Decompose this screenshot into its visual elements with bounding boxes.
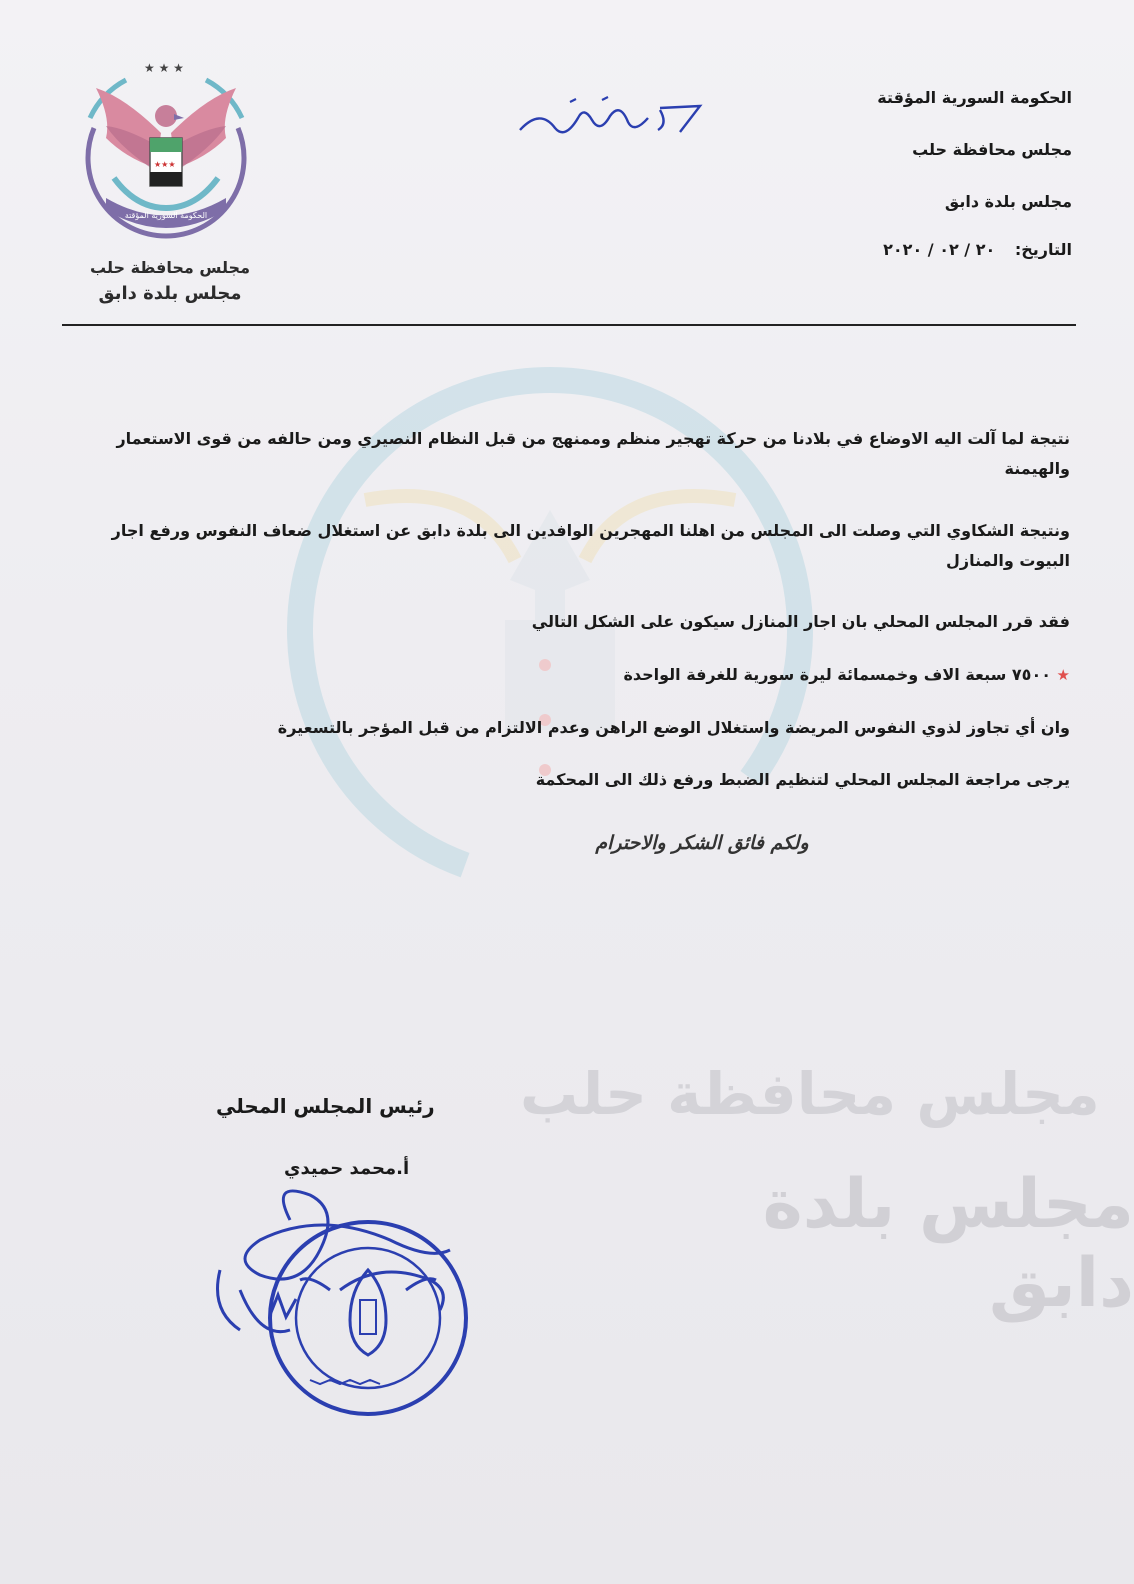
logo-caption-governorate: مجلس محافظة حلب (90, 258, 250, 277)
date-value: ٢٠ / ٠٢ / ٢٠٢٠ (883, 240, 996, 259)
council-logo (66, 58, 266, 248)
rent-price-text: ٧٥٠٠ سبعة الاف وخمسمائة ليرة سورية للغرفة الواحدة (623, 665, 1051, 684)
logo-ring-text: الحكومة السورية المؤقتة (124, 211, 208, 220)
official-stamp (200, 1180, 475, 1425)
date-line (883, 240, 1072, 259)
closing-line (0, 832, 1134, 854)
logo-caption-town: مجلس بلدة دابق (98, 283, 242, 304)
government-heading: الحكومة السورية المؤقتة (877, 88, 1072, 107)
governorate-council-heading: مجلس محافظة حلب (912, 140, 1072, 159)
bullet-star-icon: ★ (1056, 666, 1070, 684)
svg-text:★ ★ ★: ★ ★ ★ (144, 61, 184, 75)
svg-text:★★★: ★★★ (154, 160, 176, 169)
paragraph-instruction: يرجى مراجعة المجلس المحلي لتنظيم الضبط ورفع ذلك الى المحكمة (535, 770, 1070, 789)
closing-text: ولكم فائق الشكر والاحترام (595, 832, 809, 854)
handwritten-reference-note (510, 88, 720, 148)
paragraph-complaints: ونتيجة الشكاوي التي وصلت الى المجلس من اهلنا المهجرين الوافدين الى بلدة دابق عن استغلال ضعاف النفوس ورفع اجار البيوت والمنازل (111, 521, 1070, 570)
signatory-title: رئيس المجلس المحلي (216, 1094, 435, 1118)
signatory-name: أ.محمد حميدي (284, 1158, 410, 1179)
paragraph-context: نتيجة لما آلت اليه الاوضاع في بلادنا من حركة تهجير منظم وممنهج من قبل النظام النصيري ومن حالفه من قوى الاستعمار والهيمنة (116, 429, 1070, 478)
header-divider (62, 324, 1076, 326)
date-label: التاريخ: (1014, 240, 1072, 259)
town-council-heading: مجلس بلدة دابق (944, 192, 1072, 211)
paragraph-violation: وان أي تجاوز لذوي النفوس المريضة واستغلال الوضع الراهن وعدم الالتزام من قبل المؤجر بالتسعيرة (277, 718, 1070, 737)
rent-price-item (110, 660, 1070, 690)
watermark-text-governorate: مجلس محافظة حلب (520, 1060, 1100, 1128)
watermark-text-town: مجلس بلدة دابق (762, 1165, 1134, 1323)
paragraph-decision: فقد قرر المجلس المحلي بان اجار المنازل سيكون على الشكل التالي (531, 612, 1070, 631)
